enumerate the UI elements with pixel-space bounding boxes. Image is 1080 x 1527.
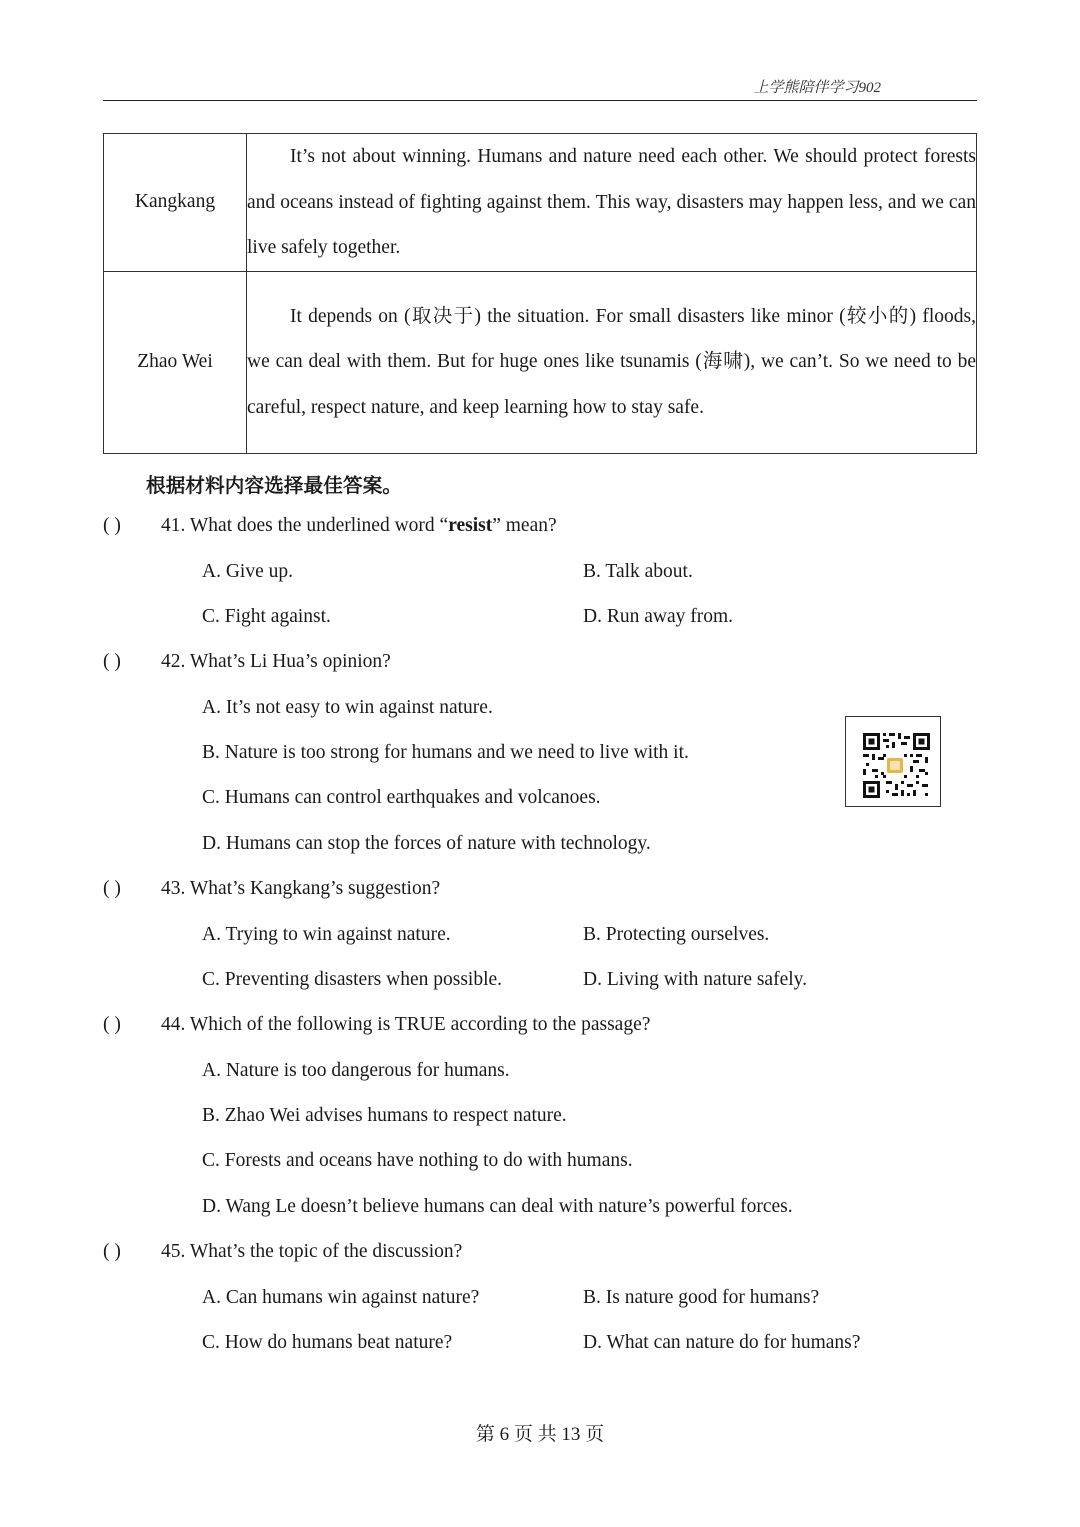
page-number: 第 6 页 共 13 页 <box>475 1424 605 1445</box>
option-c: C. How do humans beat nature? <box>202 1332 453 1353</box>
option-d: D. Humans can stop the forces of nature with technology. <box>202 833 651 854</box>
option-a: A. Nature is too dangerous for humans. <box>202 1060 510 1081</box>
speaker-name: Zhao Wei <box>104 271 247 453</box>
question-42 <box>103 651 391 673</box>
answer-blank[interactable]: ( ) <box>103 651 121 672</box>
question-45 <box>103 1241 462 1263</box>
answer-blank[interactable]: ( ) <box>103 1241 121 1262</box>
option-c: C. Forests and oceans have nothing to do with humans. <box>202 1150 633 1171</box>
option-d: D. Wang Le doesn’t believe humans can deal with nature’s powerful forces. <box>202 1196 793 1217</box>
speaker-name: Kangkang <box>104 134 247 272</box>
speaker-opinion <box>247 134 977 272</box>
instruction: 根据材料内容选择最佳答案。 <box>146 474 403 497</box>
question-41 <box>103 515 557 537</box>
page-header <box>103 76 977 101</box>
question-stem: 44. Which of the following is TRUE according to the passage? <box>161 1014 651 1035</box>
option-d: D. Living with nature safely. <box>583 969 808 990</box>
option-b: B. Talk about. <box>583 561 693 582</box>
option-a: A. Trying to win against nature. <box>202 924 451 945</box>
option-d: D. Run away from. <box>583 606 734 627</box>
answer-blank[interactable]: ( ) <box>103 515 121 536</box>
option-a: A. Give up. <box>202 561 293 582</box>
question-stem: 45. What’s the topic of the discussion? <box>161 1241 463 1262</box>
question-44 <box>103 1014 650 1036</box>
option-a: A. Can humans win against nature? <box>202 1287 480 1308</box>
option-c: C. Fight against. <box>202 606 331 627</box>
option-c: C. Humans can control earthquakes and volcanoes. <box>202 787 601 808</box>
table-row <box>104 134 977 272</box>
qr-code-icon <box>846 717 939 805</box>
qr-code-box <box>845 716 941 807</box>
option-a: A. It’s not easy to win against nature. <box>202 697 493 718</box>
question-43 <box>103 878 440 900</box>
speaker-opinion <box>247 271 977 453</box>
table-row <box>104 271 977 453</box>
opinion-text: It’s not about winning. Humans and nature need each other. We should protect forests and oceans instead of fighting against them. This way, disasters may happen less, and we can live safely together. <box>247 146 976 258</box>
option-d: D. What can nature do for humans? <box>583 1332 861 1353</box>
answer-blank[interactable]: ( ) <box>103 1014 121 1035</box>
answer-blank[interactable]: ( ) <box>103 878 121 899</box>
option-b: B. Protecting ourselves. <box>583 924 770 945</box>
option-b: B. Zhao Wei advises humans to respect nature. <box>202 1105 567 1126</box>
question-stem: 41. What does the underlined word “resist” mean? <box>161 515 557 536</box>
option-b: B. Is nature good for humans? <box>583 1287 820 1308</box>
option-c: C. Preventing disasters when possible. <box>202 969 503 990</box>
option-b: B. Nature is too strong for humans and we need to live with it. <box>202 742 689 763</box>
header-text: 上学熊陪伴学习902 <box>753 80 881 96</box>
opinion-text: It depends on (取决于) the situation. For small disasters like minor (较小的) floods, we can deal with them. But for huge ones like tsunamis (海啸), we can’t. So we need to be careful, respect nature, and keep learning how to stay safe. <box>247 305 976 418</box>
question-stem: 42. What’s Li Hua’s opinion? <box>161 651 391 672</box>
opinions-table <box>103 133 977 454</box>
question-stem: 43. What’s Kangkang’s suggestion? <box>161 878 441 899</box>
